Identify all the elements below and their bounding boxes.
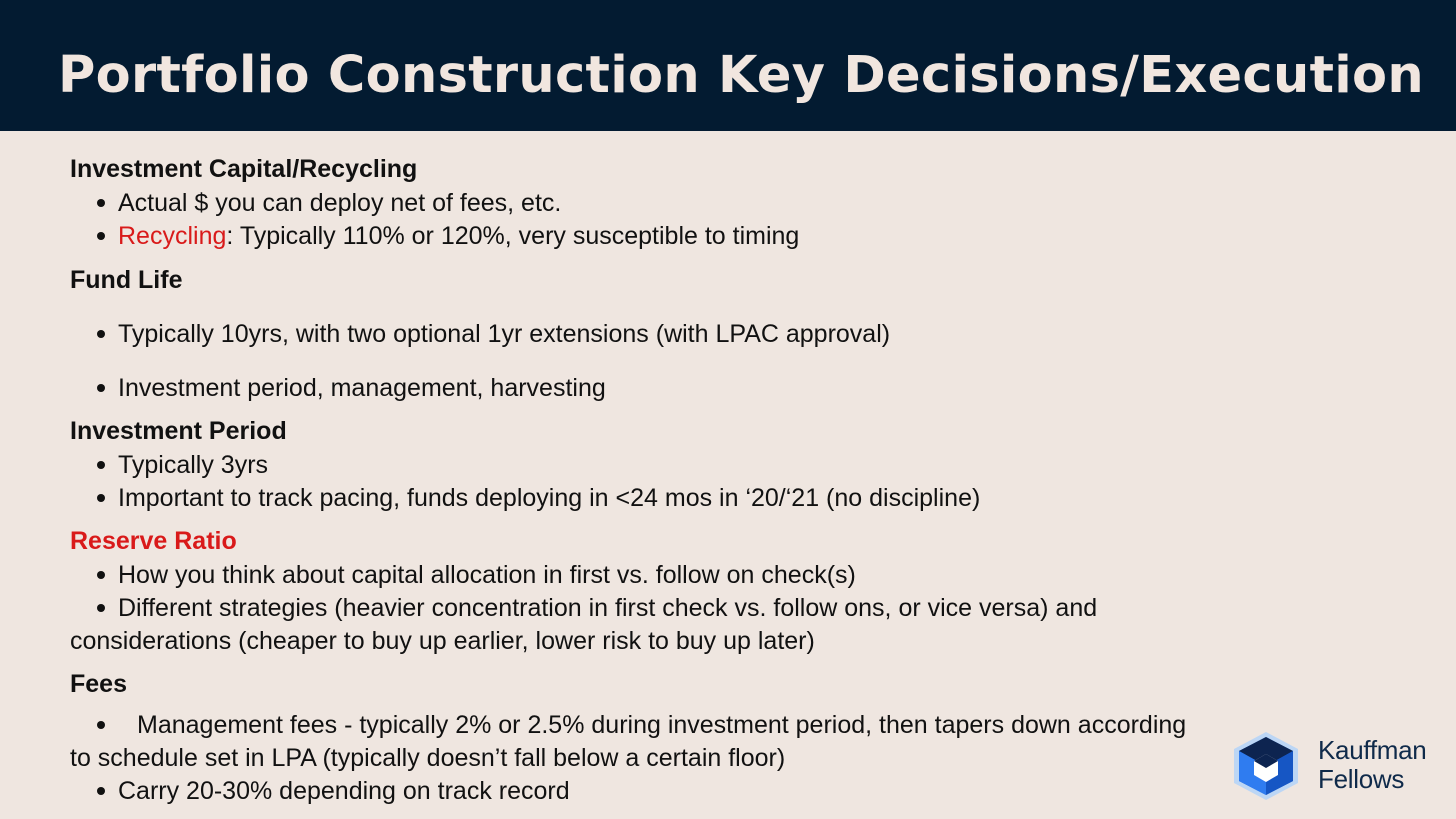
bullet-strategies-continued: considerations (cheaper to buy up earlier, lower risk to buy up later) [70,627,815,655]
section-heading-investment-capital: Investment Capital/Recycling [70,155,418,183]
bullet-carry: Carry 20-30% depending on track record [118,777,570,805]
bullet-dot [97,604,105,612]
bullet-dot [97,571,105,579]
logo-line-1: Kauffman [1318,735,1427,765]
bullet-dot [97,787,105,795]
section-heading-reserve-ratio: Reserve Ratio [70,527,237,555]
logo-wordmark [1318,736,1426,794]
bullet-dot [97,199,105,207]
kauffman-fellows-logo-icon [1228,730,1304,802]
title-bar [0,0,1456,131]
bullet-dot [97,384,105,392]
bullet-investment-period-term: Typically 3yrs [118,451,269,479]
bullet-dot [97,330,105,338]
section-heading-investment-period: Investment Period [70,417,287,445]
bullet-strategies: Different strategies (heavier concentration in first check vs. follow ons, or vice versa) and [118,594,1098,622]
bullet-recycling [118,219,799,253]
kauffman-fellows-logo [1228,730,1448,802]
bullet-dot [97,461,105,469]
bullet-fund-life-term: Typically 10yrs, with two optional 1yr extensions (with LPAC approval) [118,320,891,348]
logo-line-2: Fellows [1318,764,1405,794]
section-heading-fees: Fees [70,670,127,698]
recycling-highlight: Recycling [118,222,227,250]
bullet-dot [97,232,105,240]
bullet-pacing: Important to track pacing, funds deploying in <24 mos in ‘20/‘21 (no discipline) [118,484,981,512]
bullet-management-fees: Management fees - typically 2% or 2.5% during investment period, then tapers down according [137,711,1187,739]
bullet-dot [97,494,105,502]
recycling-text: : Typically 110% or 120%, very susceptible to timing [226,222,800,250]
section-heading-fund-life: Fund Life [70,266,183,294]
bullet-dot [97,721,105,729]
bullet-fund-life-phases: Investment period, management, harvesting [118,374,606,402]
slide-title: Portfolio Construction Key Decisions/Execution [58,46,1424,105]
bullet-capital-allocation: How you think about capital allocation in first vs. follow on check(s) [118,561,856,589]
bullet-actual-capital: Actual $ you can deploy net of fees, etc. [118,189,562,217]
bullet-management-fees-continued: to schedule set in LPA (typically doesn’t fall below a certain floor) [70,744,786,772]
